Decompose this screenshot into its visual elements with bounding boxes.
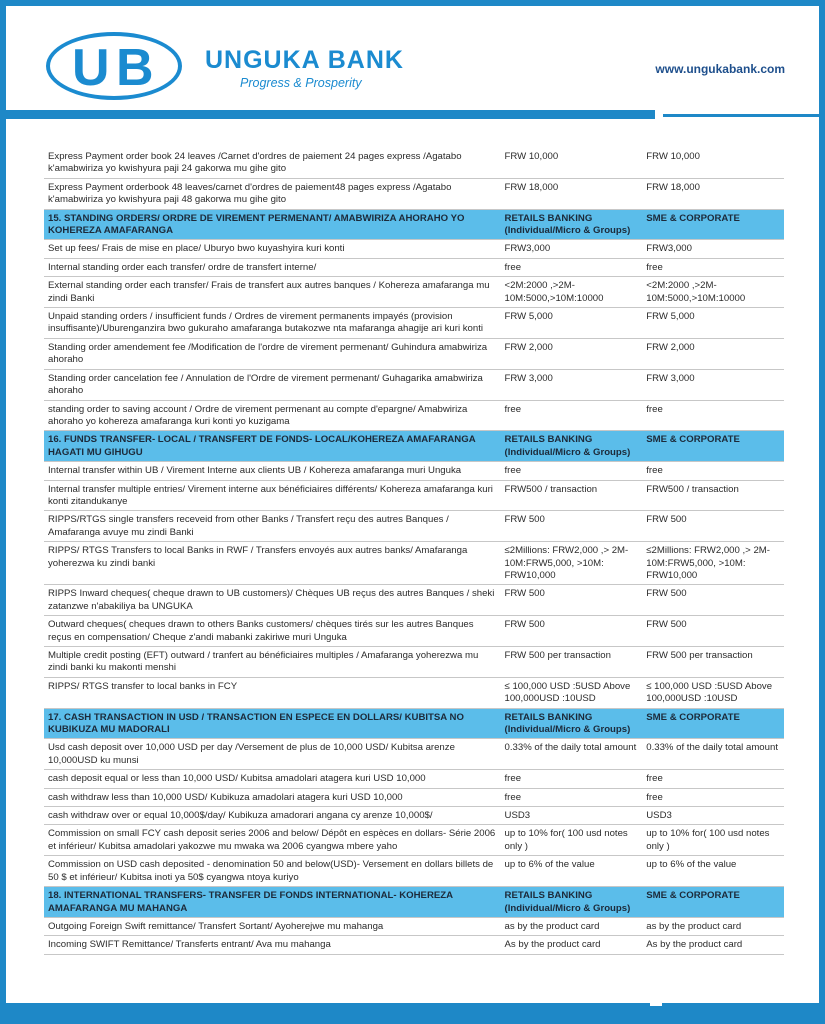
- service-description: Multiple credit posting (EFT) outward / tranfert au bénéficiaires multiples / Amafaranga yoherezwa mu zindi banki ku makonti menshi: [44, 647, 501, 678]
- table-row: [44, 480, 784, 511]
- sme-fee: FRW500 / transaction: [642, 480, 784, 511]
- table-row: [44, 258, 784, 276]
- sme-fee: free: [642, 258, 784, 276]
- service-description: Standing order amendement fee /Modification de l'ordre de virement permenant/ Guhindura amabwiriza ahoraho: [44, 338, 501, 369]
- sme-fee: up to 10% for( 100 usd notes only ): [642, 825, 784, 856]
- sme-fee: free: [642, 770, 784, 788]
- retail-fee: free: [501, 788, 643, 806]
- retail-fee: As by the product card: [501, 936, 643, 954]
- retail-fee: up to 6% of the value: [501, 856, 643, 887]
- service-description: standing order to saving account / Ordre de virement permenant au compte d'epargne/ Amabwiriza ahoraho yo kohereza amafaranga kuri konti yo kuzigama: [44, 400, 501, 431]
- tariff-table-body: [44, 148, 784, 954]
- section-title: 15. STANDING ORDERS/ ORDRE DE VIREMENT PERMENANT/ AMABWIRIZA AHORAHO YO KOHEREZA AMAFARANGA: [44, 209, 501, 240]
- retail-fee: FRW 500: [501, 511, 643, 542]
- sme-fee: USD3: [642, 807, 784, 825]
- sme-fee: as by the product card: [642, 917, 784, 935]
- service-description: RIPPS/ RTGS Transfers to local Banks in RWF / Transfers envoyés aux autres banks/ Amafaranga yoherezwa ku zindi banki: [44, 542, 501, 585]
- retail-fee: FRW 500 per transaction: [501, 647, 643, 678]
- sme-fee: 0.33% of the daily total amount: [642, 739, 784, 770]
- column-header: RETAILS BANKING (Individual/Micro & Groups): [501, 887, 643, 918]
- column-header: SME & CORPORATE: [642, 887, 784, 918]
- table-row: [44, 308, 784, 339]
- service-description: Express Payment order book 24 leaves /Carnet d'ordres de paiement 24 pages express /Agatabo k'amabwiriza yo kwishyura paji 24 gakorwa mu gihe gito: [44, 148, 501, 178]
- retail-fee: up to 10% for( 100 usd notes only ): [501, 825, 643, 856]
- service-description: RIPPS/ RTGS transfer to local banks in FCY: [44, 677, 501, 708]
- table-row: [44, 616, 784, 647]
- tariff-table: [44, 148, 784, 955]
- retail-fee: FRW 2,000: [501, 338, 643, 369]
- sme-fee: As by the product card: [642, 936, 784, 954]
- column-header: RETAILS BANKING (Individual/Micro & Groups): [501, 209, 643, 240]
- column-header: SME & CORPORATE: [642, 708, 784, 739]
- retail-fee: FRW 3,000: [501, 369, 643, 400]
- column-header: RETAILS BANKING (Individual/Micro & Groups): [501, 431, 643, 462]
- retail-fee: as by the product card: [501, 917, 643, 935]
- logo-letter-u: U: [72, 39, 110, 97]
- service-description: Set up fees/ Frais de mise en place/ Uburyo bwo kuyashyira kuri konti: [44, 240, 501, 258]
- sme-fee: FRW 2,000: [642, 338, 784, 369]
- retail-fee: FRW 500: [501, 616, 643, 647]
- retail-fee: free: [501, 462, 643, 480]
- retail-fee: <2M:2000 ,>2M-10M:5000,>10M:10000: [501, 277, 643, 308]
- service-description: cash deposit equal or less than 10,000 USD/ Kubitsa amadolari atagera kuri USD 10,000: [44, 770, 501, 788]
- table-row: [44, 739, 784, 770]
- footer-bar: [0, 1006, 825, 1024]
- service-description: Internal transfer within UB / Virement Interne aux clients UB / Kohereza amafaranga muri Unguka: [44, 462, 501, 480]
- service-description: Express Payment orderbook 48 leaves/carnet d'ordres de paiement48 pages express /Agatabo k'amabwiriza yo kwishyura paji 48 gakorwa mu gihe gito: [44, 178, 501, 209]
- table-row: [44, 917, 784, 935]
- retail-fee: USD3: [501, 807, 643, 825]
- service-description: Outward cheques( cheques drawn to others Banks customers/ chèques tirés sur les autres Banques reçus en compensation/ Cheque z'andi mabanki zakiriwe muri Unguka: [44, 616, 501, 647]
- table-row: [44, 462, 784, 480]
- header-divider-right: [663, 114, 825, 117]
- section-title: 16. FUNDS TRANSFER- LOCAL / TRANSFERT DE FONDS- LOCAL/KOHEREZA AMAFARANGA HAGATI MU GIHUGU: [44, 431, 501, 462]
- table-row: [44, 677, 784, 708]
- sme-fee: <2M:2000 ,>2M-10M:5000,>10M:10000: [642, 277, 784, 308]
- sme-fee: FRW 500 per transaction: [642, 647, 784, 678]
- table-row: [44, 178, 784, 209]
- section-header-row: [44, 209, 784, 240]
- table-row: [44, 788, 784, 806]
- page-header: [6, 6, 819, 116]
- table-row: [44, 277, 784, 308]
- section-header-row: [44, 708, 784, 739]
- sme-fee: ≤ 100,000 USD :5USD Above 100,000USD :10USD: [642, 677, 784, 708]
- retail-fee: ≤ 100,000 USD :5USD Above 100,000USD :10USD: [501, 677, 643, 708]
- section-header-row: [44, 431, 784, 462]
- section-title: 17. CASH TRANSACTION IN USD / TRANSACTION EN ESPECE EN DOLLARS/ KUBITSA NO KUBIKUZA MU MADORALI: [44, 708, 501, 739]
- service-description: External standing order each transfer/ Frais de transfert aux autres banques / Kohereza amafaranga mu zindi Banki: [44, 277, 501, 308]
- website-link[interactable]: www.ungukabank.com: [655, 62, 785, 76]
- bank-logo: [46, 32, 182, 100]
- column-header: SME & CORPORATE: [642, 209, 784, 240]
- service-description: RIPPS Inward cheques( cheque drawn to UB customers)/ Chèques UB reçus des autres Banques / sheki zatanzwe n'abakiliya ba UNGUKA: [44, 585, 501, 616]
- service-description: Commission on small FCY cash deposit series 2006 and below/ Dépôt en espèces en dollars- Série 2006 et inférieur/ Kubitsa amadolari yakozwe mu mwaka wa 2006 cyangwa mbere yaho: [44, 825, 501, 856]
- sme-fee: FRW 3,000: [642, 369, 784, 400]
- service-description: Internal standing order each transfer/ ordre de transfert interne/: [44, 258, 501, 276]
- table-row: [44, 338, 784, 369]
- sme-fee: FRW3,000: [642, 240, 784, 258]
- retail-fee: FRW 500: [501, 585, 643, 616]
- retail-fee: FRW 10,000: [501, 148, 643, 178]
- service-description: cash withdraw less than 10,000 USD/ Kubikuza amadolari atagera kuri USD 10,000: [44, 788, 501, 806]
- bank-name: UNGUKA BANK: [205, 46, 404, 74]
- service-description: Unpaid standing orders / insufficient funds / Ordres de virement permanents impayés (provision insuffisante)/Uburenganzira bwo gukuraho amafaranga butakozwe nta mafaranga ahagije ari kuri konti: [44, 308, 501, 339]
- sme-fee: FRW 500: [642, 585, 784, 616]
- table-row: [44, 542, 784, 585]
- bank-tagline: Progress & Prosperity: [240, 76, 362, 90]
- logo-letter-b: B: [116, 39, 154, 97]
- sme-fee: free: [642, 400, 784, 431]
- retail-fee: FRW 18,000: [501, 178, 643, 209]
- table-row: [44, 770, 784, 788]
- table-row: [44, 647, 784, 678]
- table-row: [44, 240, 784, 258]
- table-row: [44, 936, 784, 954]
- sme-fee: up to 6% of the value: [642, 856, 784, 887]
- table-row: [44, 400, 784, 431]
- service-description: Outgoing Foreign Swift remittance/ Transfert Sortant/ Ayoherejwe mu mahanga: [44, 917, 501, 935]
- table-row: [44, 369, 784, 400]
- table-row: [44, 585, 784, 616]
- column-header: SME & CORPORATE: [642, 431, 784, 462]
- service-description: Usd cash deposit over 10,000 USD per day /Versement de plus de 10,000 USD/ Kubitsa arenze 10,000USD ku munsi: [44, 739, 501, 770]
- service-description: RIPPS/RTGS single transfers receveid from other Banks / Transfert reçu des autres Banques / Amafaranga avuye mu zindi Banki: [44, 511, 501, 542]
- sme-fee: ≤2Millions: FRW2,000 ,> 2M-10M:FRW5,000, >10M: FRW10,000: [642, 542, 784, 585]
- retail-fee: free: [501, 770, 643, 788]
- sme-fee: FRW 500: [642, 511, 784, 542]
- sme-fee: FRW 18,000: [642, 178, 784, 209]
- retail-fee: free: [501, 400, 643, 431]
- retail-fee: FRW500 / transaction: [501, 480, 643, 511]
- table-row: [44, 856, 784, 887]
- retail-fee: ≤2Millions: FRW2,000 ,> 2M-10M:FRW5,000, >10M: FRW10,000: [501, 542, 643, 585]
- service-description: cash withdraw over or equal 10,000$/day/ Kubikuza amadorari angana cy arenze 10,000$/: [44, 807, 501, 825]
- table-row: [44, 825, 784, 856]
- sme-fee: free: [642, 462, 784, 480]
- service-description: Commission on USD cash deposited - denomination 50 and below(USD)- Versement en dollars billets de 50 $ et inférieur/ Kubitsa inoti ya 50$ cyangwa ntoya kuriyo: [44, 856, 501, 887]
- column-header: RETAILS BANKING (Individual/Micro & Groups): [501, 708, 643, 739]
- retail-fee: FRW 5,000: [501, 308, 643, 339]
- service-description: Internal transfer multiple entries/ Virement interne aux bénéficiaires différents/ Kohereza amafaranga kuri konti zitandukanye: [44, 480, 501, 511]
- sme-fee: FRW 10,000: [642, 148, 784, 178]
- sme-fee: free: [642, 788, 784, 806]
- section-header-row: [44, 887, 784, 918]
- table-row: [44, 807, 784, 825]
- retail-fee: free: [501, 258, 643, 276]
- table-row: [44, 148, 784, 178]
- service-description: Incoming SWIFT Remittance/ Transferts entrant/ Ava mu mahanga: [44, 936, 501, 954]
- retail-fee: FRW3,000: [501, 240, 643, 258]
- sme-fee: FRW 5,000: [642, 308, 784, 339]
- retail-fee: 0.33% of the daily total amount: [501, 739, 643, 770]
- section-title: 18. INTERNATIONAL TRANSFERS- TRANSFER DE FONDS INTERNATIONAL- KOHEREZA AMAFARANGA MU MAHANGA: [44, 887, 501, 918]
- header-divider: [0, 110, 655, 119]
- service-description: Standing order cancelation fee / Annulation de l'Ordre de virement permenant/ Guhagarika amabwiriza ahoraho: [44, 369, 501, 400]
- table-row: [44, 511, 784, 542]
- sme-fee: FRW 500: [642, 616, 784, 647]
